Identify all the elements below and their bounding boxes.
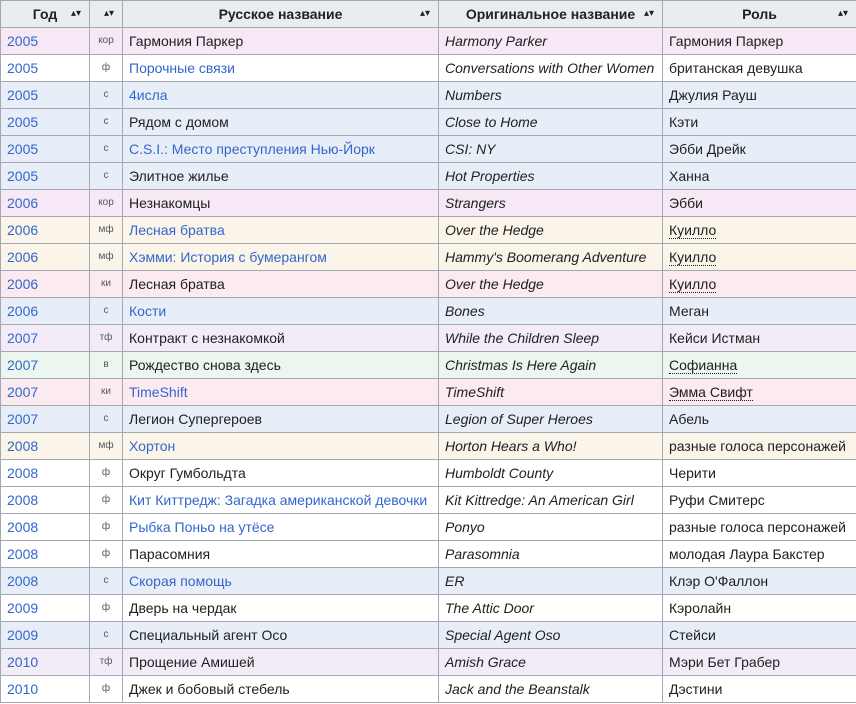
year-link[interactable]: 2005 [7, 60, 39, 76]
table-row [1, 244, 856, 271]
russian-title-cell [123, 352, 439, 379]
year-link[interactable]: 2005 [7, 168, 39, 184]
year-cell [1, 649, 90, 676]
russian-title-cell [123, 271, 439, 298]
russian-title-text: Округ Гумбольдта [129, 465, 246, 481]
year-link[interactable]: 2008 [7, 465, 39, 481]
role-text: Ханна [669, 168, 710, 184]
table-header [1, 1, 856, 28]
original-title-cell: Christmas Is Here Again [439, 352, 663, 379]
year-link[interactable]: 2005 [7, 87, 39, 103]
header-russian-title[interactable] [123, 1, 439, 28]
role-text[interactable]: Эмма Свифт [669, 384, 753, 400]
header-russian-label: Русское название [218, 6, 343, 22]
year-link[interactable]: 2005 [7, 141, 39, 157]
year-cell [1, 298, 90, 325]
original-title-cell: Special Agent Oso [439, 622, 663, 649]
type-cell: с [90, 136, 123, 163]
type-cell: тф [90, 325, 123, 352]
role-text: Руфи Смитерс [669, 492, 765, 508]
role-text: Черити [669, 465, 716, 481]
russian-title-cell [123, 190, 439, 217]
role-cell [663, 487, 856, 514]
original-title-cell: Bones [439, 298, 663, 325]
year-cell [1, 325, 90, 352]
year-link[interactable]: 2008 [7, 492, 39, 508]
role-text: Эбби [669, 195, 703, 211]
original-title-cell: Numbers [439, 82, 663, 109]
year-link[interactable]: 2007 [7, 330, 39, 346]
russian-title-link[interactable]: Рыбка Поньо на утёсе [129, 519, 275, 535]
original-title-cell: ER [439, 568, 663, 595]
role-cell [663, 271, 856, 298]
year-link[interactable]: 2007 [7, 411, 39, 427]
sort-arrows-icon[interactable]: ▴▾ [643, 8, 654, 19]
type-cell: с [90, 298, 123, 325]
type-cell: ф [90, 460, 123, 487]
table-row [1, 514, 856, 541]
role-cell [663, 244, 856, 271]
year-cell [1, 136, 90, 163]
header-type[interactable] [90, 1, 123, 28]
russian-title-cell [123, 541, 439, 568]
sort-arrows-icon[interactable]: ▴▾ [419, 8, 430, 19]
role-text: Кэти [669, 114, 699, 130]
table-row [1, 352, 856, 379]
type-cell: с [90, 406, 123, 433]
russian-title-link[interactable]: Хортон [129, 438, 176, 454]
type-cell: мф [90, 217, 123, 244]
year-cell [1, 541, 90, 568]
role-cell [663, 190, 856, 217]
russian-title-text: Рождество снова здесь [129, 357, 281, 373]
table-row [1, 379, 856, 406]
original-title-cell: The Attic Door [439, 595, 663, 622]
type-cell: ки [90, 271, 123, 298]
russian-title-cell [123, 676, 439, 703]
russian-title-cell [123, 379, 439, 406]
table-row [1, 460, 856, 487]
russian-title-cell [123, 622, 439, 649]
original-title-cell: CSI: NY [439, 136, 663, 163]
role-text: разные голоса персонажей [669, 519, 846, 535]
year-link[interactable]: 2008 [7, 519, 39, 535]
header-role-label: Роль [742, 6, 777, 22]
type-cell: тф [90, 649, 123, 676]
year-cell [1, 352, 90, 379]
year-link[interactable]: 2008 [7, 438, 39, 454]
header-original-label: Оригинальное название [465, 6, 636, 22]
russian-title-link[interactable]: C.S.I.: Место преступления Нью-Йорк [129, 141, 375, 157]
role-cell [663, 109, 856, 136]
year-cell [1, 379, 90, 406]
table-row [1, 676, 856, 703]
russian-title-text: Специальный агент Осо [129, 627, 288, 643]
year-cell [1, 595, 90, 622]
role-text[interactable]: Софианна [669, 357, 738, 373]
role-text: Гармония Паркер [669, 33, 784, 49]
russian-title-cell [123, 487, 439, 514]
year-cell [1, 109, 90, 136]
russian-title-link[interactable]: Скорая помощь [129, 573, 232, 589]
type-cell: с [90, 163, 123, 190]
type-cell: ф [90, 55, 123, 82]
header-original-title[interactable] [439, 1, 663, 28]
type-cell: с [90, 109, 123, 136]
header-year[interactable] [1, 1, 90, 28]
original-title-cell: While the Children Sleep [439, 325, 663, 352]
role-cell [663, 55, 856, 82]
russian-title-link[interactable]: Хэмми: История с бумерангом [129, 249, 327, 265]
role-text[interactable]: Куилло [669, 276, 717, 292]
table-row [1, 55, 856, 82]
role-cell [663, 379, 856, 406]
role-cell [663, 406, 856, 433]
table-row [1, 649, 856, 676]
year-link[interactable]: 2006 [7, 276, 39, 292]
table-row [1, 109, 856, 136]
role-text: Дэстини [669, 681, 723, 697]
sort-arrows-icon[interactable]: ▴▾ [837, 8, 848, 19]
russian-title-cell [123, 433, 439, 460]
year-cell [1, 28, 90, 55]
role-text[interactable]: Куилло [669, 249, 717, 265]
role-cell [663, 28, 856, 55]
header-row [1, 1, 856, 28]
table-row [1, 298, 856, 325]
table-row [1, 28, 856, 55]
russian-title-link[interactable]: Кит Киттредж: Загадка американской девочки [129, 492, 428, 508]
header-year-label: Год [32, 6, 58, 22]
type-cell: ф [90, 676, 123, 703]
year-cell [1, 622, 90, 649]
year-link[interactable]: 2005 [7, 114, 39, 130]
russian-title-cell [123, 244, 439, 271]
original-title-cell: TimeShift [439, 379, 663, 406]
russian-title-cell [123, 55, 439, 82]
russian-title-text: Лесная братва [129, 276, 225, 292]
type-cell: ф [90, 541, 123, 568]
russian-title-link[interactable]: TimeShift [129, 384, 188, 400]
table-row [1, 487, 856, 514]
year-cell [1, 487, 90, 514]
russian-title-text: Незнакомцы [129, 195, 211, 211]
role-cell [663, 217, 856, 244]
russian-title-cell [123, 163, 439, 190]
russian-title-link[interactable]: Порочные связи [129, 60, 235, 76]
year-cell [1, 244, 90, 271]
table-row [1, 595, 856, 622]
russian-title-cell [123, 568, 439, 595]
russian-title-cell [123, 28, 439, 55]
table-row [1, 622, 856, 649]
role-cell [663, 676, 856, 703]
type-cell: кор [90, 28, 123, 55]
table-row [1, 217, 856, 244]
russian-title-cell [123, 109, 439, 136]
header-role[interactable] [663, 1, 856, 28]
russian-title-text: Джек и бобовый стебель [129, 681, 290, 697]
table-row [1, 82, 856, 109]
type-cell: в [90, 352, 123, 379]
russian-title-text: Прощение Амишей [129, 654, 255, 670]
type-cell: с [90, 82, 123, 109]
original-title-cell: Kit Kittredge: An American Girl [439, 487, 663, 514]
type-cell: мф [90, 244, 123, 271]
year-link[interactable]: 2008 [7, 546, 39, 562]
russian-title-cell [123, 595, 439, 622]
year-cell [1, 217, 90, 244]
year-link[interactable]: 2009 [7, 600, 39, 616]
year-link[interactable]: 2008 [7, 573, 39, 589]
role-cell [663, 163, 856, 190]
original-title-cell: Strangers [439, 190, 663, 217]
russian-title-cell [123, 460, 439, 487]
original-title-cell: Ponyo [439, 514, 663, 541]
russian-title-text: Парасомния [129, 546, 211, 562]
role-cell [663, 595, 856, 622]
role-text: разные голоса персонажей [669, 438, 846, 454]
role-text: Мэри Бет Грабер [669, 654, 781, 670]
type-cell: ф [90, 595, 123, 622]
table-row [1, 271, 856, 298]
russian-title-cell [123, 136, 439, 163]
original-title-cell: Over the Hedge [439, 217, 663, 244]
table-row [1, 163, 856, 190]
russian-title-cell [123, 406, 439, 433]
original-title-cell: Hammy's Boomerang Adventure [439, 244, 663, 271]
year-link[interactable]: 2005 [7, 33, 39, 49]
year-cell [1, 514, 90, 541]
year-link[interactable]: 2007 [7, 357, 39, 373]
original-title-cell: Conversations with Other Women [439, 55, 663, 82]
type-cell: кор [90, 190, 123, 217]
role-cell [663, 622, 856, 649]
table-row [1, 406, 856, 433]
year-cell [1, 55, 90, 82]
original-title-cell: Humboldt County [439, 460, 663, 487]
year-link[interactable]: 2006 [7, 249, 39, 265]
year-link[interactable]: 2010 [7, 654, 39, 670]
role-text: Эбби Дрейк [669, 141, 746, 157]
russian-title-link[interactable]: Кости [129, 303, 167, 319]
role-cell [663, 352, 856, 379]
year-link[interactable]: 2006 [7, 195, 39, 211]
role-cell [663, 82, 856, 109]
original-title-cell: Jack and the Beanstalk [439, 676, 663, 703]
russian-title-text: Контракт с незнакомкой [129, 330, 285, 346]
role-text: Кейси Истман [669, 330, 761, 346]
year-link[interactable]: 2010 [7, 681, 39, 697]
original-title-cell: Legion of Super Heroes [439, 406, 663, 433]
table-body [1, 28, 856, 703]
year-cell [1, 406, 90, 433]
role-cell [663, 298, 856, 325]
year-link[interactable]: 2007 [7, 384, 39, 400]
role-text: Меган [669, 303, 709, 319]
original-title-cell: Amish Grace [439, 649, 663, 676]
role-text: Кэролайн [669, 600, 732, 616]
russian-title-text: Рядом с домом [129, 114, 229, 130]
role-text[interactable]: Куилло [669, 222, 717, 238]
year-link[interactable]: 2006 [7, 222, 39, 238]
table-row [1, 325, 856, 352]
role-cell [663, 433, 856, 460]
original-title-cell: Over the Hedge [439, 271, 663, 298]
type-cell: ф [90, 487, 123, 514]
table-row [1, 136, 856, 163]
role-text: британская девушка [669, 60, 803, 76]
russian-title-text: Гармония Паркер [129, 33, 244, 49]
type-cell: с [90, 568, 123, 595]
role-text: Джулия Рауш [669, 87, 757, 103]
sort-arrows-icon[interactable]: ▴▾ [70, 8, 81, 19]
russian-title-text: Дверь на чердак [129, 600, 237, 616]
year-cell [1, 82, 90, 109]
role-cell [663, 460, 856, 487]
year-cell [1, 271, 90, 298]
year-link[interactable]: 2006 [7, 303, 39, 319]
russian-title-text: Элитное жилье [129, 168, 229, 184]
role-cell [663, 568, 856, 595]
sort-arrows-icon[interactable]: ▴▾ [103, 8, 114, 19]
year-cell [1, 190, 90, 217]
year-link[interactable]: 2009 [7, 627, 39, 643]
type-cell: ки [90, 379, 123, 406]
type-cell: ф [90, 514, 123, 541]
russian-title-text: Легион Супергероев [129, 411, 262, 427]
russian-title-cell [123, 298, 439, 325]
role-cell [663, 136, 856, 163]
type-cell: с [90, 622, 123, 649]
original-title-cell: Hot Properties [439, 163, 663, 190]
year-cell [1, 163, 90, 190]
russian-title-cell [123, 649, 439, 676]
original-title-cell: Parasomnia [439, 541, 663, 568]
role-text: Стейси [669, 627, 716, 643]
year-cell [1, 676, 90, 703]
role-text: молодая Лаура Бакстер [669, 546, 825, 562]
russian-title-cell [123, 217, 439, 244]
role-cell [663, 541, 856, 568]
russian-title-cell [123, 514, 439, 541]
year-cell [1, 433, 90, 460]
role-cell [663, 649, 856, 676]
year-cell [1, 568, 90, 595]
table-row [1, 568, 856, 595]
year-cell [1, 460, 90, 487]
russian-title-cell [123, 325, 439, 352]
table-row [1, 433, 856, 460]
table-row [1, 541, 856, 568]
russian-title-cell [123, 82, 439, 109]
role-cell [663, 514, 856, 541]
role-text: Клэр О'Фаллон [669, 573, 769, 589]
russian-title-link[interactable]: 4исла [129, 87, 168, 103]
role-cell [663, 325, 856, 352]
original-title-cell: Close to Home [439, 109, 663, 136]
type-cell: мф [90, 433, 123, 460]
original-title-cell: Horton Hears a Who! [439, 433, 663, 460]
original-title-cell: Harmony Parker [439, 28, 663, 55]
role-text: Абель [669, 411, 709, 427]
table-row [1, 190, 856, 217]
russian-title-link[interactable]: Лесная братва [129, 222, 225, 238]
